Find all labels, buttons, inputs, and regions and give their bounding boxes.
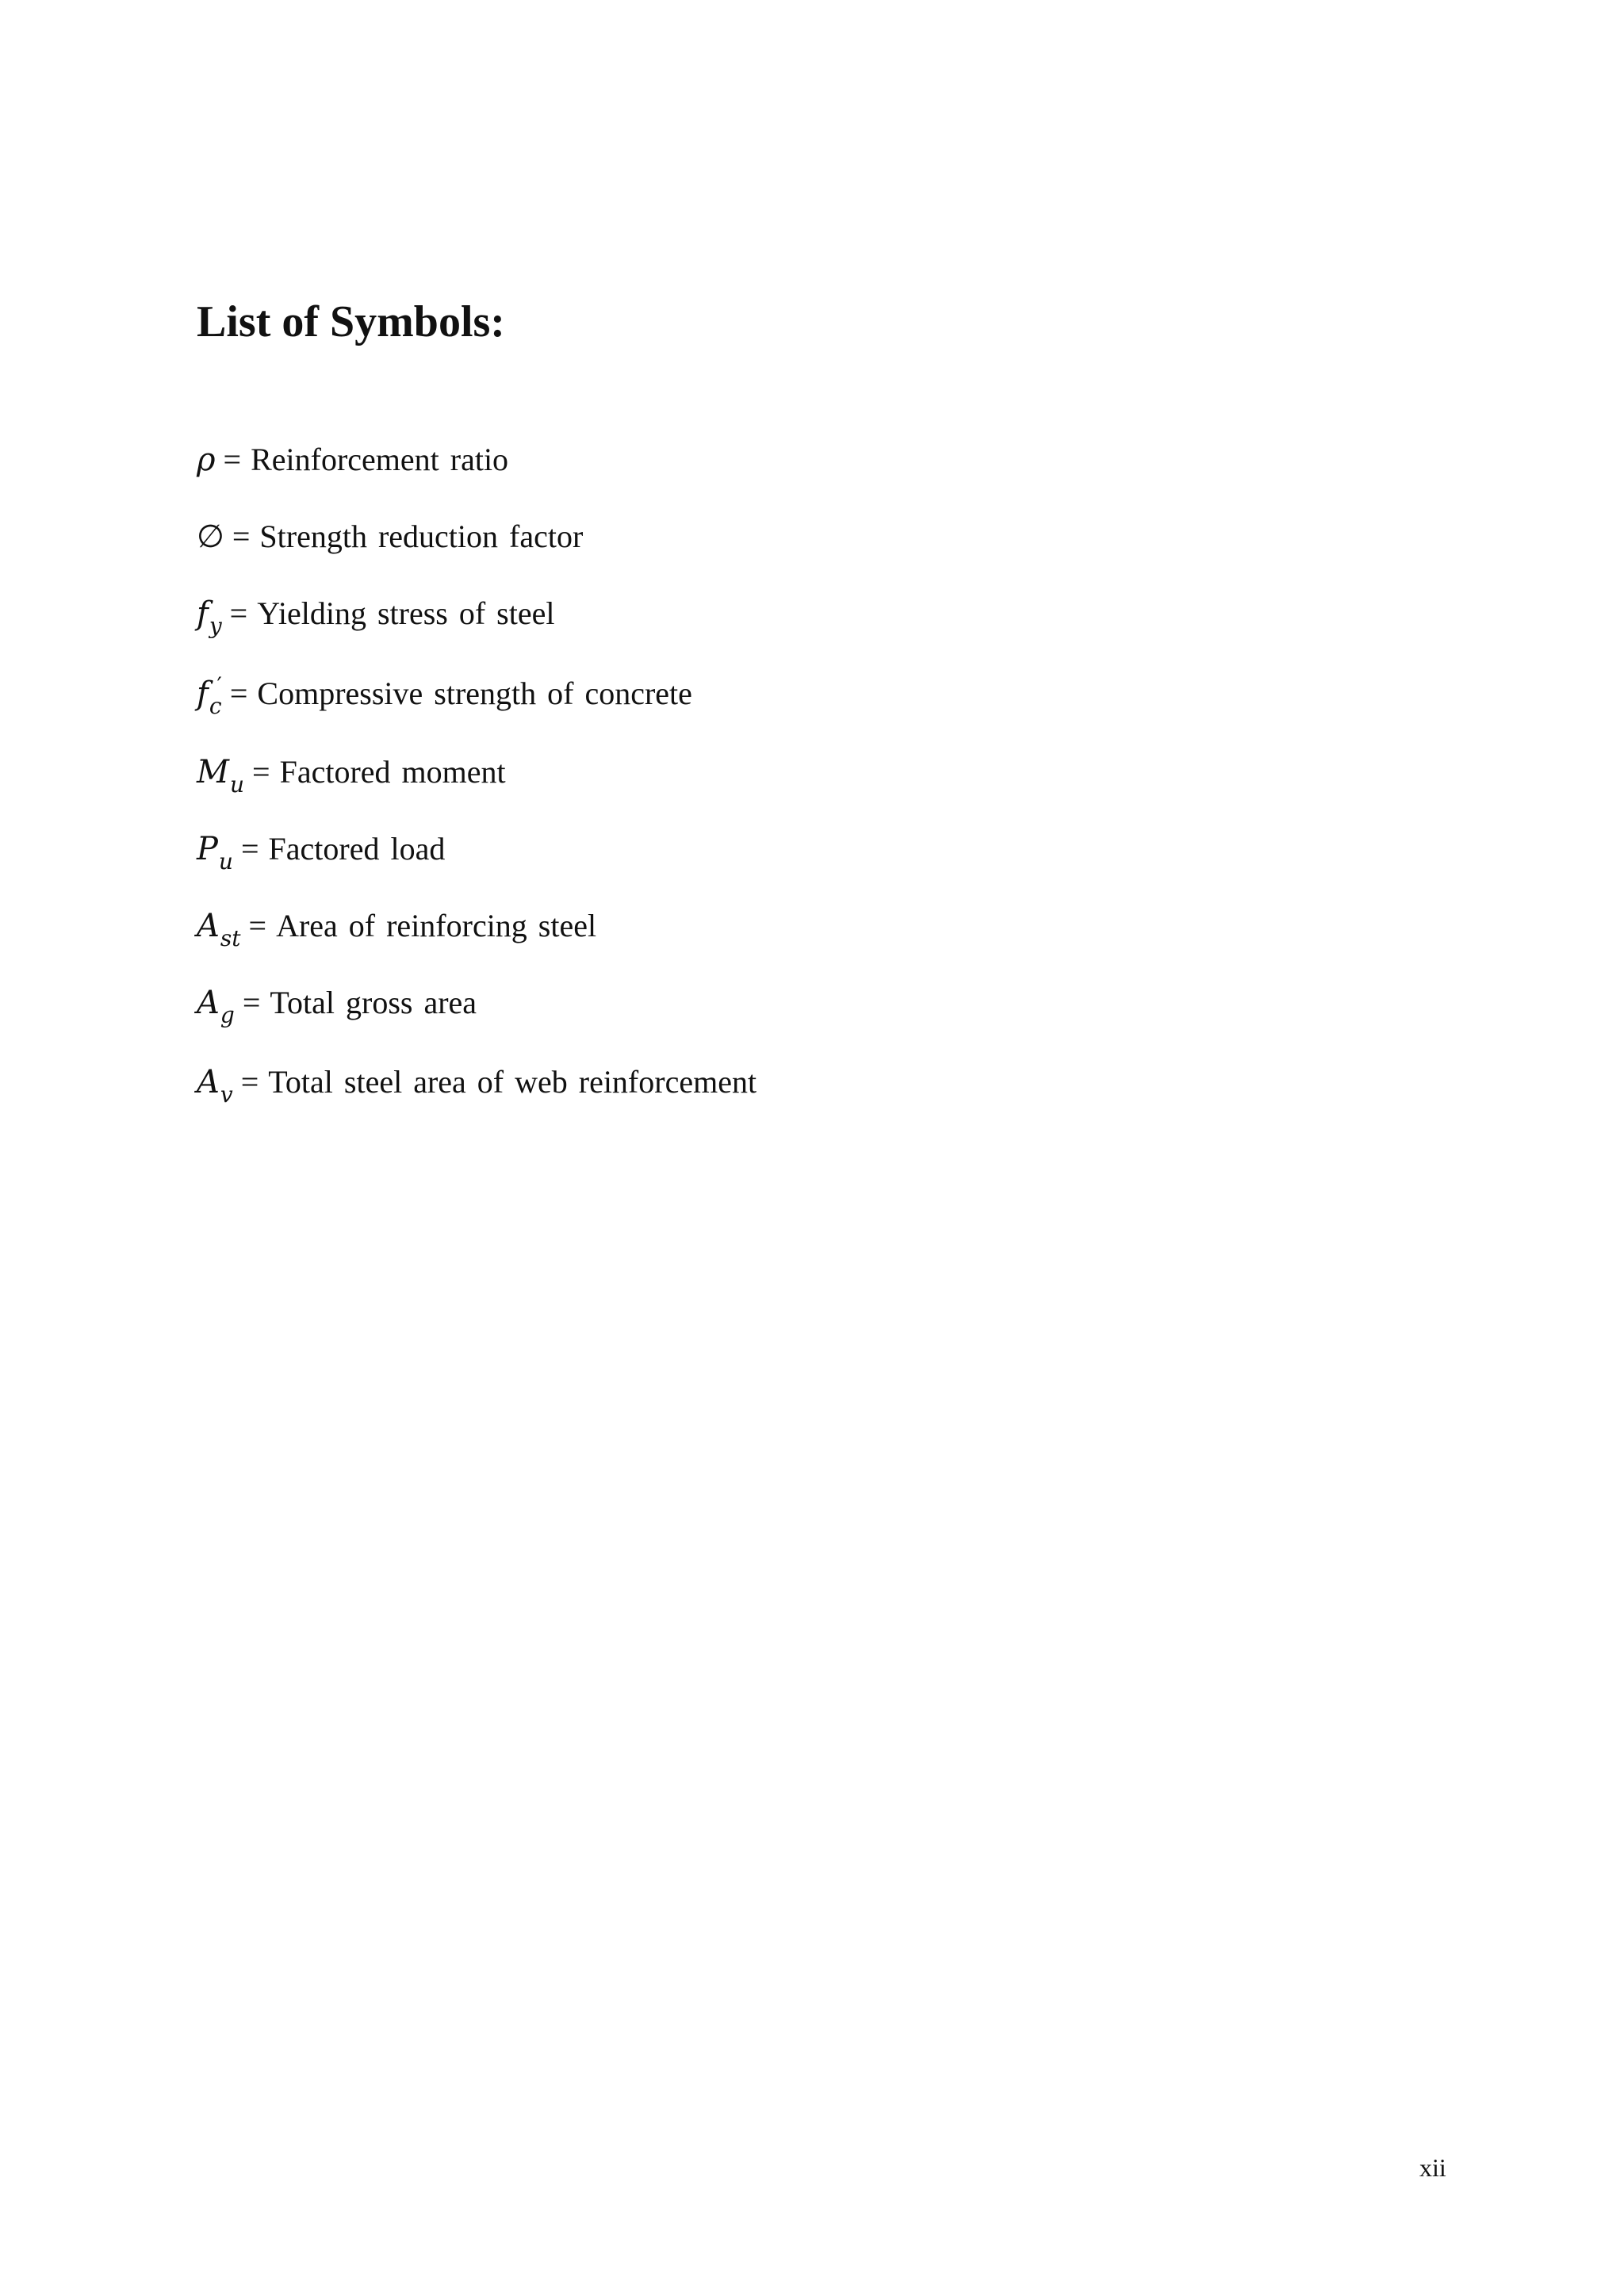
symbol-prime: ′ [216,672,222,698]
symbol-subscript: c [209,693,222,719]
symbol-row-factored-moment [197,754,506,798]
symbol-row-total-gross-area [197,985,477,1028]
symbol-description: Reinforcement ratio [251,442,509,477]
symbol-row-web-reinforcement-area [197,1064,757,1108]
equals-sign: = [248,908,267,943]
symbol: ∅ [197,519,224,555]
equals-sign: = [223,442,242,477]
symbol-row-area-reinforcing-steel [197,908,597,951]
symbol: P u [197,831,233,874]
equals-sign: = [232,519,251,554]
page-number: xii [1419,2153,1446,2182]
symbol-subscript: st [220,925,241,951]
symbol-subscript: u [229,771,245,798]
equals-sign: = [229,595,248,631]
equals-sign: = [242,985,261,1020]
symbol-subscript: g [220,1002,235,1028]
symbol-description: Total steel area of web reinforcement [268,1064,757,1100]
symbol: ρ [197,442,216,478]
symbol-description: Yielding stress of steel [257,595,555,631]
symbol-description: Compressive strength of concrete [257,675,692,711]
symbol: A st [197,908,241,951]
symbol: f y [197,595,222,639]
symbol-description: Factored moment [279,754,506,790]
symbol-subscript: v [220,1081,233,1108]
equals-sign: = [240,831,259,867]
equals-sign: = [252,754,270,790]
symbol-subscript: u [218,848,233,874]
symbol-description: Total gross area [270,985,477,1020]
equals-sign: = [240,1064,259,1100]
symbol-description: Strength reduction factor [259,519,584,554]
symbol: A g [197,985,235,1028]
symbol-row-factored-load [197,831,446,874]
symbol-subscript: y [209,613,222,639]
symbol: f c ′ [197,672,222,719]
symbol: M u [197,754,245,798]
symbol-description: Factored load [268,831,446,867]
symbol-row-strength-reduction-factor [197,521,583,553]
page-heading: List of Symbols: [197,297,505,346]
equals-sign: = [229,675,248,711]
symbol-row-yielding-stress [197,595,555,639]
symbol: A v [197,1064,233,1108]
symbol-row-reinforcement-ratio [197,444,508,476]
symbol-row-compressive-strength [197,672,692,719]
symbol-description: Area of reinforcing steel [276,908,597,943]
